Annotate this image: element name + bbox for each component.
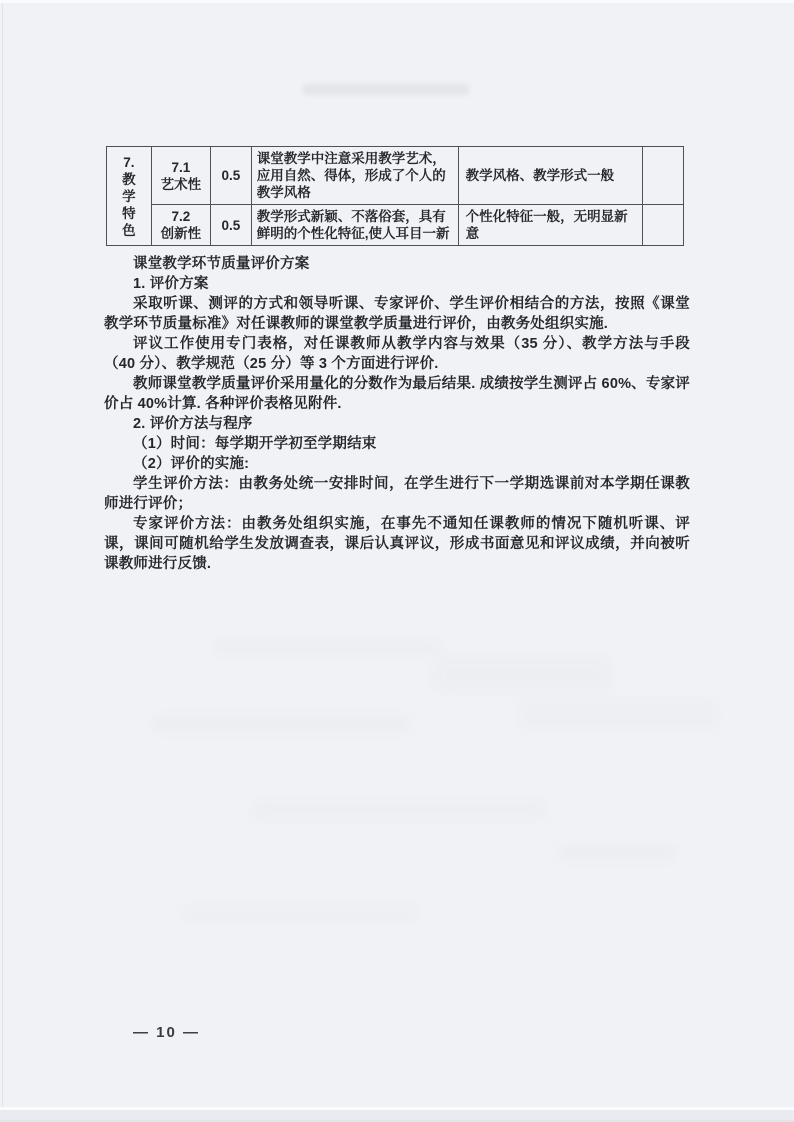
- bleedthrough-smudge: [302, 84, 470, 95]
- empty-cell: [643, 147, 684, 205]
- criterion-code-cell: [151, 147, 210, 205]
- page-left-edge: [2, 0, 3, 1122]
- page-number: — 10 —: [133, 1024, 201, 1041]
- criterion-description-cell: 教学形式新颖、不落俗套，具有鲜明的个性化特征,使人耳目一新: [251, 205, 458, 246]
- paragraph: 教师课堂教学质量评价采用量化的分数作为最后结果. 成绩按学生测评占 60%、专家评价占 40%计算. 各种评价表格见附件.: [104, 376, 690, 412]
- section-heading: 2. 评价方法与程序: [133, 416, 253, 432]
- criterion-group-cell: [107, 147, 152, 246]
- page-top-edge: [0, 0, 794, 3]
- document-title: 课堂教学环节质量评价方案: [133, 256, 310, 272]
- paragraph: 专家评价方法：由教务处组织实施，在事先不通知任课教师的情况下随机听课、评课，课间可随机给学生发放调查表，课后认真评议，形成书面意见和评议成绩，并向被听课教师进行反馈.: [104, 516, 690, 572]
- criterion-score-cell: 0.5: [210, 147, 251, 205]
- table-row: [107, 205, 684, 246]
- criterion-group-label: 教学特色: [122, 171, 136, 238]
- empty-cell: [643, 205, 684, 246]
- section-heading: 1. 评价方案: [133, 276, 209, 292]
- bleedthrough-smudge: [558, 845, 678, 861]
- criterion-name: 艺术性: [160, 176, 202, 192]
- bleedthrough-smudge: [212, 640, 442, 654]
- paragraph: 采取听课、测评的方式和领导听课、专家评价、学生评价相结合的方法，按照《课堂教学环节质量标准》对任课教师的课堂教学质量进行评价，由教务处组织实施.: [104, 296, 690, 332]
- list-item: （2）评价的实施:: [133, 456, 250, 472]
- criterion-rating-cell: 个性化特征一般，无明显新意: [458, 205, 643, 246]
- criterion-score-cell: 0.5: [210, 205, 251, 246]
- criterion-description-cell: 课堂教学中注意采用教学艺术，应用自然、得体，形成了个人的教学风格: [251, 147, 458, 205]
- table-row: [107, 147, 684, 205]
- bleedthrough-smudge: [520, 700, 718, 730]
- criterion-code: 7.2: [171, 209, 191, 224]
- paragraph: 学生评价方法：由教务处统一安排时间，在学生进行下一学期选课前对本学期任课教师进行评价；: [104, 476, 690, 512]
- page-bottom-edge: [0, 1110, 794, 1122]
- bleedthrough-smudge: [152, 715, 410, 733]
- bleedthrough-smudge: [432, 655, 612, 693]
- bleedthrough-smudge: [182, 905, 420, 921]
- paragraph: 评议工作使用专门表格，对任课教师从教学内容与效果（35 分）、教学方法与手段（40 分）、教学规范（25 分）等 3 个方面进行评价.: [104, 336, 690, 372]
- criterion-group-code: 7.: [123, 154, 135, 170]
- criterion-rating-cell: 教学风格、教学形式一般: [458, 147, 643, 205]
- bleedthrough-smudge: [250, 800, 548, 820]
- criterion-code: 7.1: [171, 159, 191, 175]
- list-item: （1）时间：每学期开学初至学期结束: [133, 436, 377, 452]
- evaluation-criteria-table: [106, 146, 684, 246]
- criterion-code-cell: [151, 205, 210, 246]
- document-body: [104, 254, 690, 574]
- criterion-name: 创新性: [160, 226, 202, 241]
